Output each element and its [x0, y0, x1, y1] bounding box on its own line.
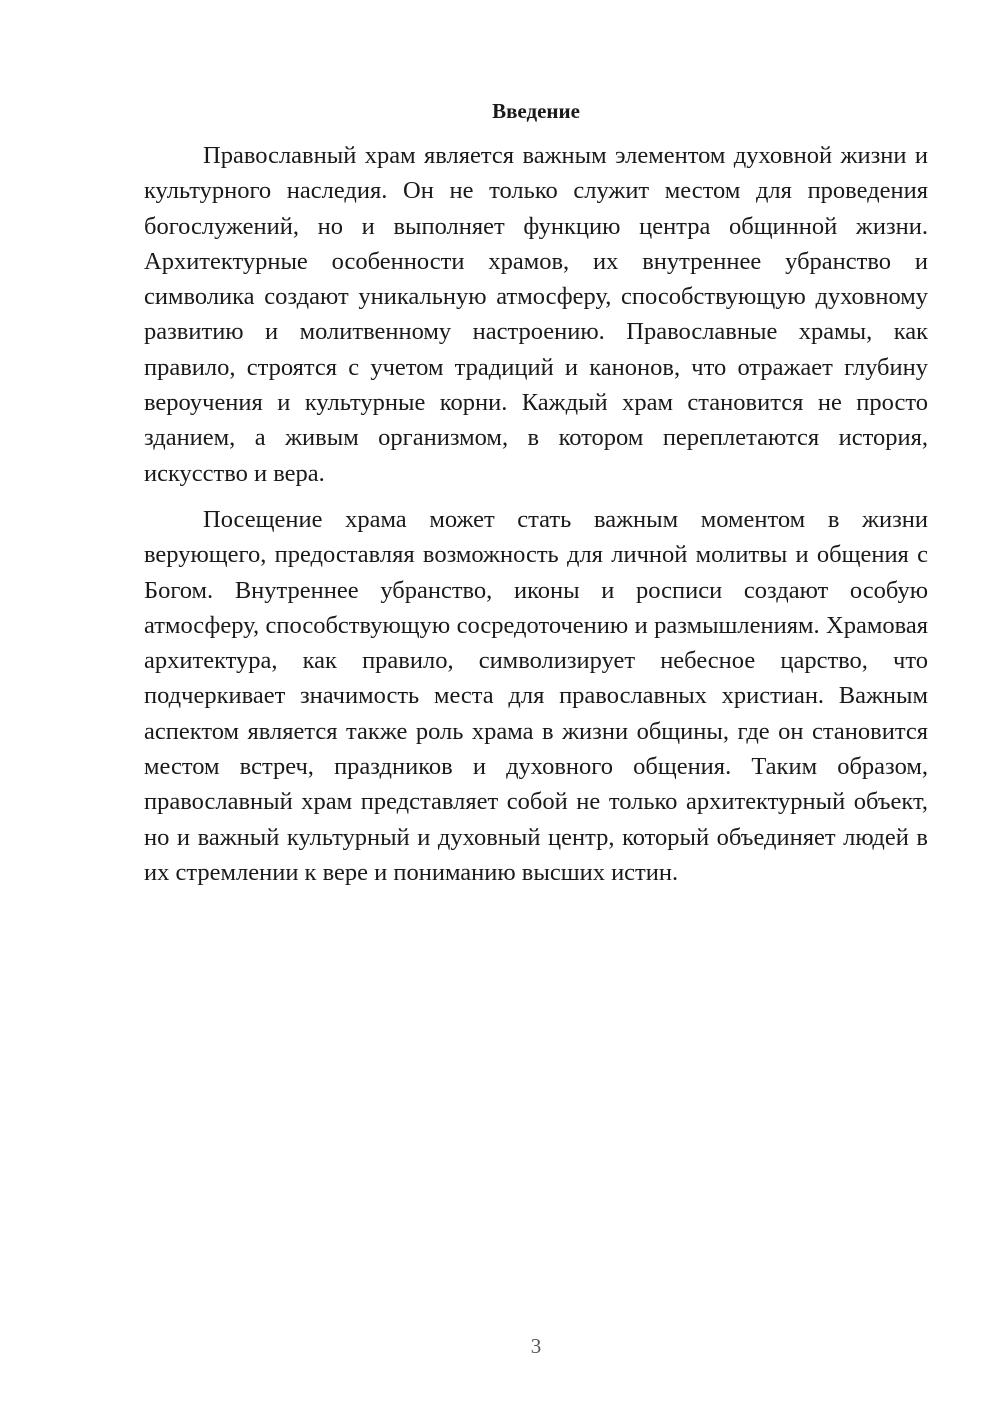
paragraph-2: Посещение храма может стать важным моментом в жизни верующего, предоставляя возможность для личной молитвы и общения с Богом. Внутреннее убранство, иконы и росписи создают особую атмосферу, способствующую сосредоточению и размышлениям. Храмовая архитектура, как правило, символизирует небесное царство, что подчеркивает значимость места для православных христиан. Важным аспектом является также роль храма в жизни общины, где он становится местом встреч, праздников и духовного общения. Таким образом, православный храм представляет собой не только архитектурный объект, но и важный культурный и духовный центр, который объединяет людей в их стремлении к вере и пониманию высших истин. — [144, 505, 928, 886]
page-content — [144, 96, 928, 890]
section-heading: Введение — [492, 99, 580, 123]
page-number: 3 — [530, 1334, 542, 1358]
paragraph-1: Православный храм является важным элементом духовной жизни и культурного наследия. Он не только служит местом для проведения богослужений, но и выполняет функцию центра общинной жизни. Архитектурные особенности храмов, их внутреннее убранство и символика создают уникальную атмосферу, способствующую духовному развитию и молитвенному настроению. Православные храмы, как правило, строятся с учетом традиций и канонов, что отражает глубину вероучения и культурные корни. Каждый храм становится не просто зданием, а живым организмом, в котором переплетаются история, искусство и вера. — [144, 142, 928, 487]
